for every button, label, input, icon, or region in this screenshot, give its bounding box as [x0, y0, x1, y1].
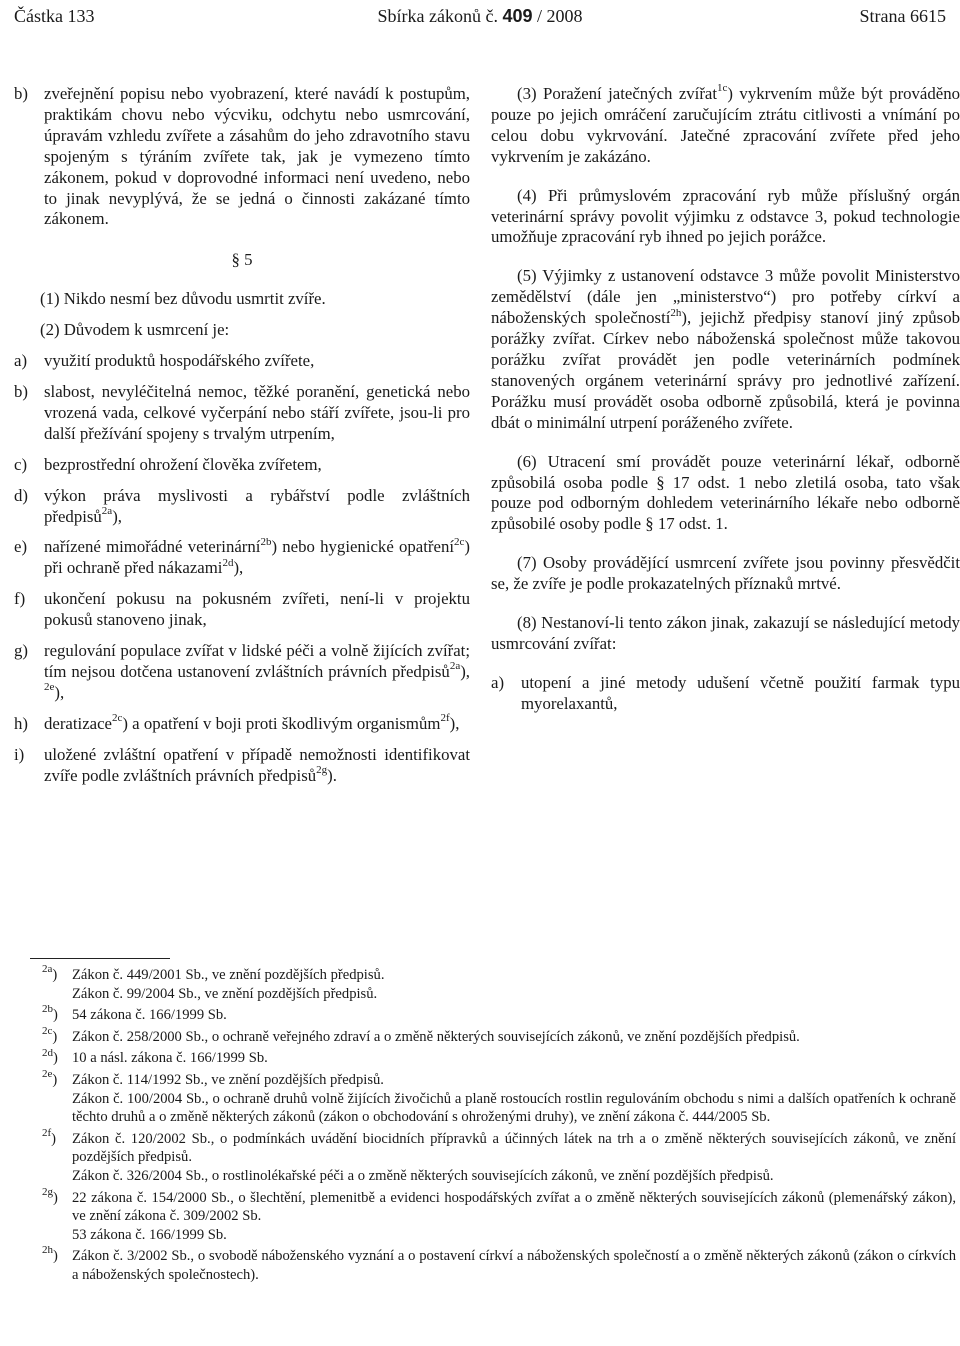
list-item — [14, 537, 470, 579]
item-text: uložené zvláštní opatření v případě nemožnosti identifikovat zvíře podle zvláštních právních předpisů — [44, 744, 470, 785]
list-item — [14, 486, 470, 528]
header-part-number: Částka 133 — [14, 6, 95, 26]
footnote-mark-sup: 2g — [42, 1185, 53, 1198]
item-label: b) — [14, 381, 28, 401]
footnote-mark-sup: 2b — [42, 1003, 53, 1016]
list-item — [491, 673, 960, 715]
item-text: ) a opatření v boji proti škodlivým organismům — [122, 713, 441, 733]
item-text: ) nebo hygienické opatření — [271, 537, 455, 557]
item-label: i) — [14, 744, 25, 764]
footnote-text: Zákon č. 449/2001 Sb., ve znění pozdějších předpisů. — [72, 967, 385, 983]
item-text: regulování populace zvířat v lidské péči a volně žijících zvířat; tím nejsou dotčena ustanovení zvláštních právních předpisů — [44, 641, 470, 681]
footnote-mark: $^{2h}$) — [42, 1244, 58, 1265]
paragraph-4: (4) Při průmyslovém zpracování ryb může příslušný orgán veterinární správy povolit výjimku z odstavce 3, pokud technologie umožňuje zpracování ryb ihned po jejich porážce. — [491, 185, 960, 247]
item-text: utopení a jiné metody udušení včetně použití farmak typu myorelaxantů, — [521, 672, 960, 713]
paragraph-8: (8) Nestanoví-li tento zákon jinak, zakazují se následující metody usmrcování zvířat: — [491, 613, 960, 653]
footnote-mark-sup: 2f — [42, 1126, 52, 1139]
footnote-text: Zákon č. 3/2002 Sb., o svobodě náboženského vyznání a o postavení církví a náboženských společností a o změně některých zákonů (zákon o církvích a náboženských společnostech). — [72, 1248, 956, 1283]
footnote-text: 22 zákona č. 154/2000 Sb., o šlechtění, plemenitbě a evidenci hospodářských zvířat a o změně některých souvisejících zákonů (plemenářský zákon), ve znění zákona č. 309/2002 Sb. — [72, 1189, 956, 1225]
item-text: slabost, nevyléčitelná nemoc, těžké poranění, genetická nebo vrozená vada, celkové vyčerpání nebo stáří zvířete, jsou-li pro další přežívání spojeny s trvalým utrpením, — [44, 381, 470, 443]
right-column — [491, 84, 960, 715]
footnote-mark-sup: 2e — [42, 1068, 53, 1081]
section-heading: § 5 — [231, 250, 253, 270]
footnote-ref: 2g — [316, 763, 328, 776]
item-text: ), — [460, 661, 470, 681]
header-collection-prefix: Sbírka zákonů č. — [377, 6, 498, 26]
paragraph-1: (1) Nikdo nesmí bez důvodu usmrtit zvíře. — [40, 289, 326, 309]
paragraph-3 — [491, 84, 960, 168]
footnote-ref: 2d — [222, 556, 234, 569]
footnote-2d — [0, 1046, 960, 1068]
footnote-text-extra: Zákon č. 99/2004 Sb., ve znění pozdějších předpisů. — [72, 985, 378, 1002]
footnote-ref: 2c — [112, 712, 123, 725]
item-text: nařízené mimořádné veterinární — [44, 537, 261, 557]
footnote-ref: 2f — [440, 712, 450, 725]
paragraph-5 — [491, 266, 960, 433]
paragraph-2: (2) Důvodem k usmrcení je: — [40, 320, 230, 340]
item-text: bezprostřední ohrožení člověka zvířetem, — [44, 454, 322, 474]
list-item — [14, 455, 470, 476]
footnote-mark: $^{2g}$) — [42, 1185, 58, 1206]
footnote-text: 54 zákona č. 166/1999 Sb. — [72, 1007, 227, 1024]
footnote-mark: $^{2a}$) — [42, 963, 58, 983]
footnote-text: Zákon č. 258/2000 Sb., o ochraně veřejného zdraví a o změně některých souvisejících zákonů, ve znění pozdějších předpisů. — [72, 1028, 800, 1045]
list-item — [14, 714, 470, 735]
paragraph-7: (7) Osoby provádějící usmrcení zvířete jsou povinny přesvědčit se, že zvíře je podle prokazatelných příznaků mrtvé. — [491, 553, 960, 594]
footnote-mark-sup: 2h — [42, 1244, 53, 1257]
footnote-list — [0, 958, 960, 1285]
header-page-number: Strana 6615 — [859, 6, 946, 26]
footnote-2h — [0, 1244, 960, 1284]
footnote-ref: 2c — [454, 535, 465, 548]
footnote-mark-sup: 2d — [42, 1046, 53, 1059]
header-collection-number: 409 — [502, 6, 533, 26]
header-collection-year: / 2008 — [537, 6, 583, 26]
item-text: využití produktů hospodářského zvířete, — [44, 351, 315, 371]
paragraph-text: ), jejichž předpisy stanoví jiný způsob porážky zvířat. Církev nebo náboženská společnost může takovou porážku zvířat provádět jen podle veterinárních podmínek stanovených orgánem veterinární správy pro jednotlivé zařízení. Porážku musí provádět osoba odborně způsobilá, která je povinna dbát o minimální utrpení poráženého zvířete. — [491, 308, 960, 432]
item-text: ), — [233, 558, 244, 578]
paragraph-6: (6) Utracení smí provádět pouze veterinární lékař, odborně způsobilá osoba podle § 17 odst. 1 nebo zletilá osoba, tato však pouze pod odborným dohledem veterinárního lékaře nebo odborně způsobilé osoby podle § 17 odst. 1. — [491, 451, 960, 534]
item-text: ) při ochraně před nákazami — [44, 537, 470, 578]
footnote-ref: 1c — [717, 82, 728, 95]
item-label: b) — [14, 84, 28, 103]
list-item — [14, 641, 470, 704]
item-text: ukončení pokusu na pokusném zvířeti, není-li v projektu pokusů stanoveno jinak, — [44, 589, 470, 630]
footnote-text-extra: 53 zákona č. 166/1999 Sb. — [72, 1226, 227, 1243]
list-item — [14, 589, 470, 631]
item-text: deratizace — [44, 713, 112, 733]
item-label: a) — [491, 672, 505, 692]
footnote-2c — [0, 1024, 960, 1047]
footnote-divider — [30, 958, 170, 959]
footnote-mark-sup: 2a — [42, 963, 53, 976]
page-header — [14, 4, 946, 28]
footnote-2f — [0, 1126, 960, 1186]
item-label: a) — [14, 351, 28, 371]
footnote-text: 10 a násl. zákona č. 166/1999 Sb. — [72, 1050, 268, 1067]
footnote-mark: $^{2d}$) — [42, 1046, 58, 1067]
item-label: h) — [14, 713, 28, 733]
footnote-mark: $^{2f}$) — [42, 1126, 57, 1147]
footnote-ref: 2e — [44, 681, 55, 694]
list-item — [14, 84, 470, 230]
paragraph-text: ) vykrvením může být prováděno pouze po jejich omráčení zaručujícím ztrátu citlivosti a vnímání po celou dobu vykrvování. Jatečné zpracování zvířete před jeho vykrvením je zakázáno. — [491, 84, 960, 166]
footnote-ref: 2b — [260, 535, 272, 548]
footnote-mark: $^{2e}$) — [42, 1068, 58, 1088]
paragraph-text: (3) Poražení jatečných zvířat — [517, 84, 718, 103]
footnote-text: Zákon č. 114/1992 Sb., ve znění pozdějších předpisů. — [72, 1071, 384, 1088]
item-text: zveřejnění popisu nebo vyobrazení, které navádí k postupům, praktikám chovu nebo výcviku, odchytu nebo usmrcování, úpravám vzhledu zvířete a zásahům do jeho zdravotního stavu spojeným s týráním zvířete tak, jak je vymezeno tímto zákonem, pokud v doprovodné informaci není uvedeno, nebo to jinak nevyplývá, že se jedná o činnosti zakázané tímto zákonem. — [44, 84, 470, 229]
item-label: g) — [14, 641, 28, 661]
item-text: ), — [54, 682, 65, 702]
item-text: ), — [112, 506, 122, 526]
header-collection — [14, 4, 946, 28]
footnote-ref: 2a — [449, 660, 461, 673]
list-item — [14, 382, 470, 445]
footnote-text-extra: Zákon č. 100/2004 Sb., o ochraně druhů volně žijících živočichů a planě rostoucích rostlin regulováním obchodu s nimi a dalších opatřeních k ochraně těchto druhů a o změně některých zákonů (zákon o obchodování s ohroženými druhy), ve znění zákona č. 444/2005 Sb. — [72, 1090, 956, 1126]
footnote-2a — [0, 963, 960, 1003]
item-text: ). — [327, 765, 337, 785]
item-text: výkon práva myslivosti a rybářství podle zvláštních předpisů — [44, 485, 470, 526]
footnote-mark: $^{2b}$) — [42, 1003, 58, 1024]
item-label: c) — [14, 454, 28, 474]
item-text: ), — [449, 713, 460, 733]
item-label: f) — [14, 589, 26, 609]
item-label: d) — [14, 485, 28, 505]
list-item — [14, 351, 470, 372]
paragraph-text: (5) Výjimky z ustanovení odstavce 3 může povolit Ministerstvo zemědělství (dále jen „ministerstvo“) pro potřeby církví a náboženských společností — [491, 266, 960, 328]
footnote-2e — [0, 1068, 960, 1127]
footnote-2g — [0, 1185, 960, 1245]
item-label: e) — [14, 537, 28, 557]
left-column — [14, 84, 470, 786]
footnote-ref: 2a — [101, 504, 113, 517]
list-item — [14, 745, 470, 787]
footnote-ref: 2h — [670, 306, 682, 319]
footnote-mark: $^{2c}$) — [42, 1024, 58, 1045]
footnote-mark-sup: 2c — [42, 1024, 53, 1037]
footnotes — [0, 958, 960, 1288]
footnote-text-extra: Zákon č. 326/2004 Sb., o rostlinolékařské péči a o změně některých souvisejících zákonů, ve znění pozdějších předpisů. — [72, 1167, 774, 1184]
footnote-text: Zákon č. 120/2002 Sb., o podmínkách uvádění biocidních přípravků a účinných látek na trh a o změně některých souvisejících zákonů, ve znění pozdějších předpisů. — [72, 1130, 956, 1166]
footnote-2b — [0, 1003, 960, 1025]
